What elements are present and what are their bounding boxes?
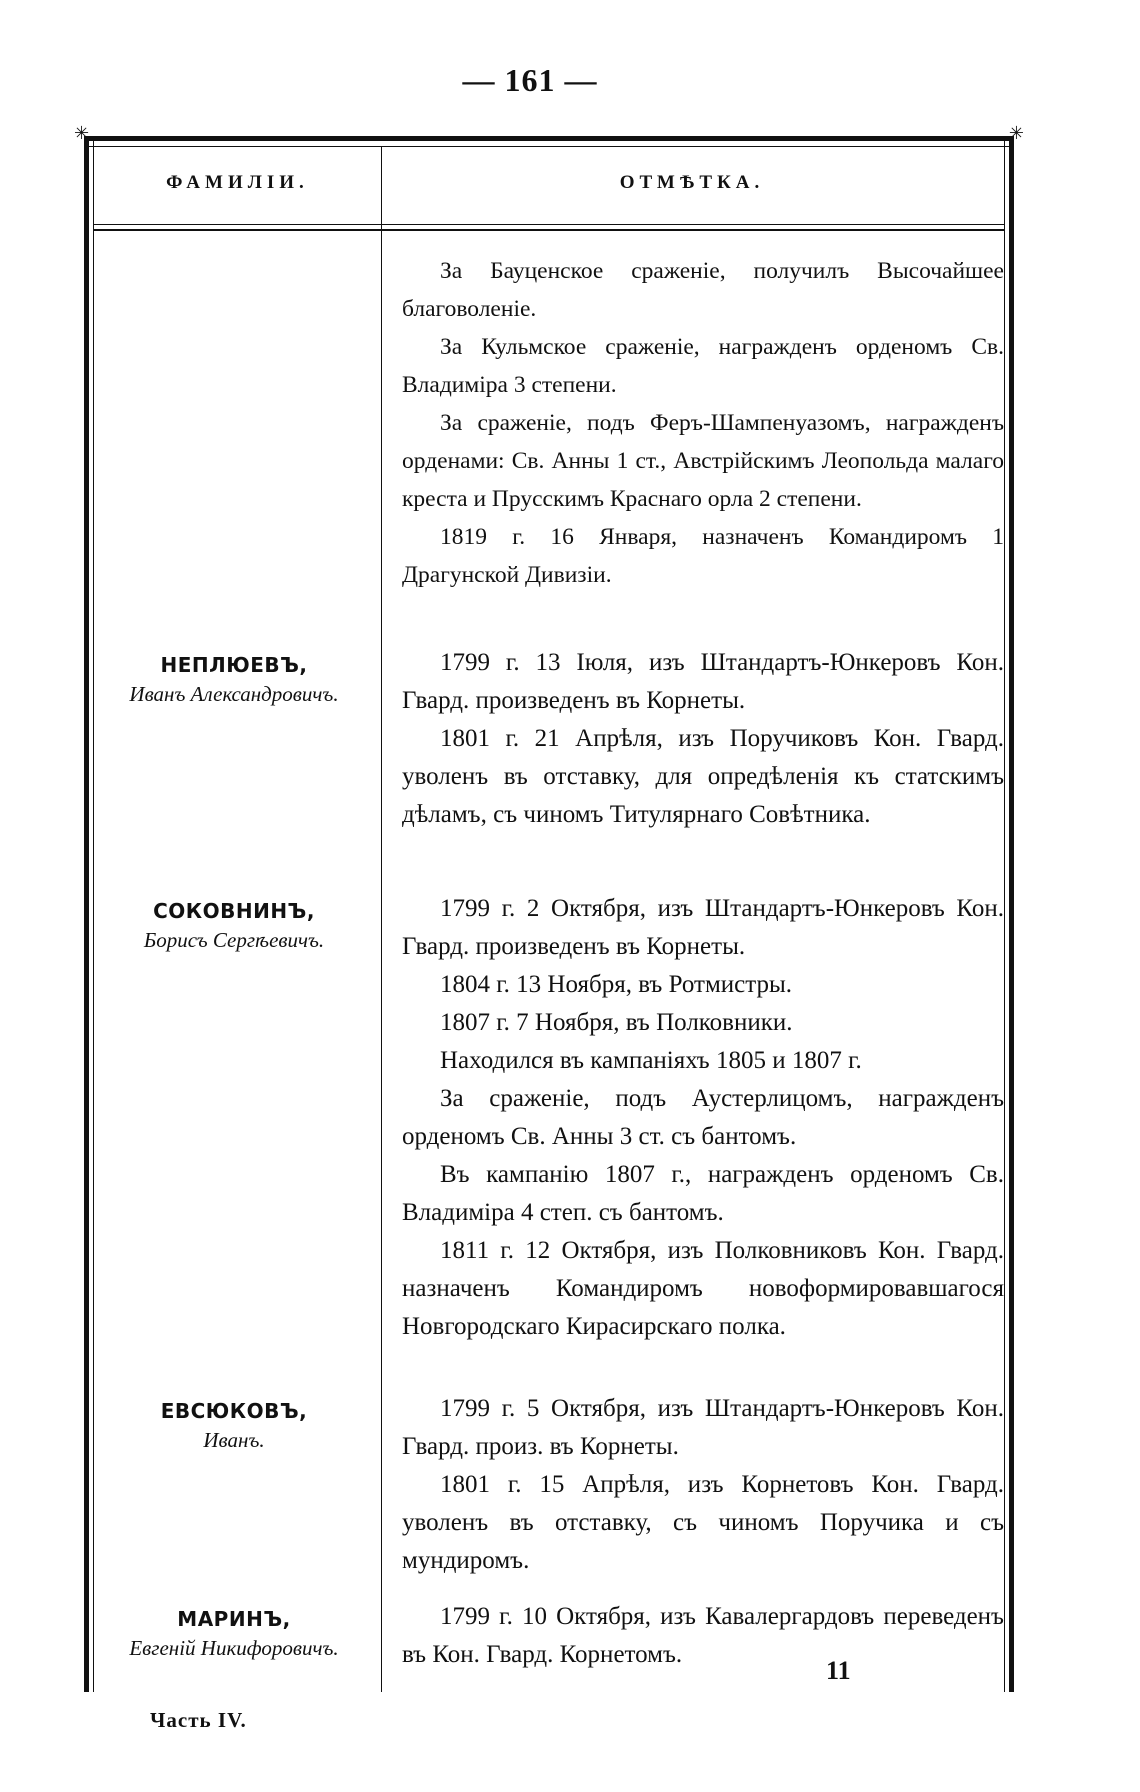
entry-name-marin	[84, 1604, 384, 1662]
right-rule	[1009, 136, 1014, 1692]
header-rule	[93, 224, 1005, 225]
note-paragraph: 1799 г. 5 Октября, изъ Штандартъ-Юнкеровъ Кон. Гвард. произ. въ Корнеты.	[402, 1395, 1004, 1460]
surname: НЕПЛЮЕВЪ,	[160, 653, 308, 677]
note-paragraph: Въ кампанію 1807 г., награжденъ орденомъ Св. Владиміра 4 степ. съ бантомъ.	[402, 1161, 1004, 1226]
surname: СОКОВНИНЪ,	[153, 899, 315, 923]
note-paragraph: 1799 г. 13 Іюля, изъ Штандартъ-Юнкеровъ Кон. Гвард. произведенъ въ Корнеты.	[402, 649, 1004, 714]
note-paragraph: 1799 г. 2 Октября, изъ Штандартъ-Юнкеровъ Кон. Гвард. произведенъ въ Корнеты.	[402, 895, 1004, 960]
note-paragraph: 1799 г. 10 Октября, изъ Кавалергардовъ переведенъ въ Кон. Гвард. Корнетомъ.	[402, 1603, 1004, 1668]
note-paragraph: 1804 г. 13 Ноября, въ Ротмистры.	[440, 971, 793, 998]
page-number: — 161 —	[462, 62, 598, 98]
note-paragraph: За Бауценское сраженіе, получилъ Высочайшее благоволеніе.	[402, 258, 1004, 322]
corner-ornament-icon: ✳	[74, 123, 90, 143]
given-name: Евгеній Никифоровичъ.	[129, 1636, 339, 1660]
entry-name-evsyukov	[84, 1396, 384, 1454]
entry-name-neplyuev	[84, 650, 384, 708]
note-paragraph: Находился въ кампаніяхъ 1805 и 1807 г.	[440, 1047, 862, 1074]
note-paragraph: 1819 г. 16 Января, назначенъ Командиромъ 1 Драгунской Дивизіи.	[402, 524, 1004, 588]
note-paragraph: За Кульмское сраженіе, награжденъ орденомъ Св. Владиміра 3 степени.	[402, 334, 1004, 398]
surname: МАРИНЪ,	[177, 1607, 291, 1631]
surname: ЕВСЮКОВЪ,	[160, 1399, 308, 1423]
entry-notes-sokovnin	[402, 890, 1004, 1346]
note-paragraph: 1801 г. 21 Апрѣля, изъ Поручиковъ Кон. Гвард. уволенъ въ отставку, для опредѣленія къ статскимъ дѣламъ, съ чиномъ Титулярнаго Совѣтника.	[402, 725, 1004, 828]
continuation-notes	[402, 252, 1004, 594]
note-paragraph: 1811 г. 12 Октября, изъ Полковниковъ Кон. Гвард. назначенъ Командиромъ новоформировавшагося Новгородскаго Кирасирскаго полка.	[402, 1237, 1004, 1340]
column-header-names: ФАМИЛІИ.	[166, 172, 309, 193]
given-name: Иванъ Александровичъ.	[129, 682, 339, 706]
entry-notes-evsyukov	[402, 1390, 1004, 1580]
given-name: Борисъ Сергѣевичъ.	[143, 928, 325, 952]
top-rule-thin	[84, 146, 1014, 147]
right-rule-thin	[1004, 136, 1005, 1692]
volume-part-label: Часть IV.	[150, 1708, 247, 1732]
corner-ornament-icon: ✳	[1008, 123, 1024, 143]
entry-notes-marin	[402, 1598, 1004, 1674]
entry-name-sokovnin	[84, 896, 384, 954]
top-rule	[84, 136, 1014, 141]
column-header-notes: ОТМѢТКА.	[619, 172, 765, 193]
note-paragraph: 1807 г. 7 Ноября, въ Полковники.	[440, 1009, 793, 1036]
given-name: Иванъ.	[203, 1428, 265, 1452]
note-paragraph: 1801 г. 15 Апрѣля, изъ Корнетовъ Кон. Гвард. уволенъ въ отставку, съ чиномъ Поручика и съ мундиромъ.	[402, 1471, 1004, 1574]
entry-notes-neplyuev	[402, 644, 1004, 834]
header-rule-double	[93, 229, 1005, 231]
note-paragraph: За сраженіе, подъ Аустерлицомъ, награжденъ орденомъ Св. Анны 3 ст. съ бантомъ.	[402, 1085, 1004, 1150]
note-paragraph: За сраженіе, подъ Феръ-Шампенуазомъ, награжденъ орденами: Св. Анны 1 ст., Австрійскимъ Леопольда малаго креста и Прусскимъ Краснаго орла 2 степени.	[402, 410, 1004, 512]
signature-mark: 11	[826, 1656, 851, 1685]
